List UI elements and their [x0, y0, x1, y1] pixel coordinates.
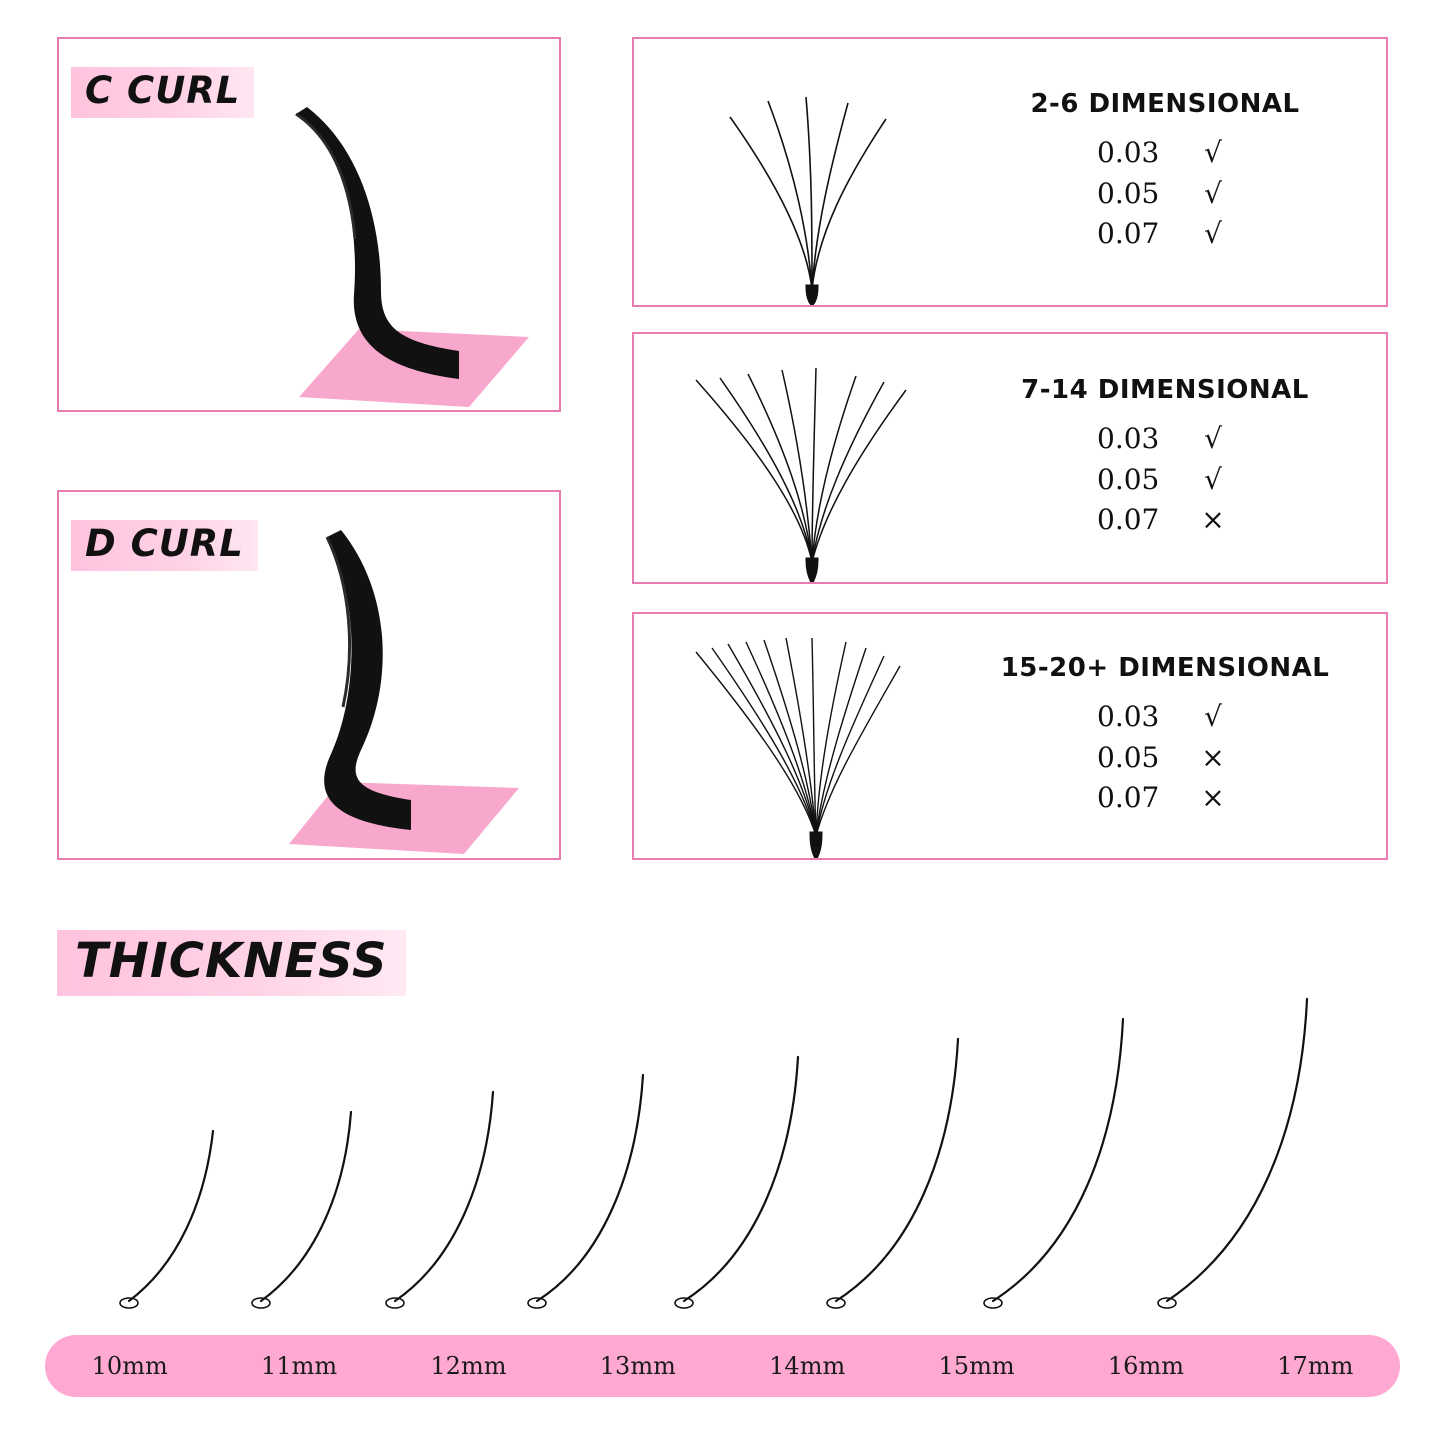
- dimension-row: [1097, 174, 1233, 215]
- lash-length-row: [45, 980, 1405, 1320]
- lash-fan-small-icon: [634, 39, 954, 305]
- dimension-value: 0.05: [1097, 176, 1160, 210]
- size-label-16mm: 16mm: [1107, 1352, 1184, 1380]
- size-label-17mm: 17mm: [1277, 1352, 1354, 1380]
- size-label-12mm: 12mm: [430, 1352, 507, 1380]
- lash-11mm-icon: [215, 1100, 365, 1320]
- dimension-title: 2-6 DIMENSIONAL: [1030, 89, 1300, 120]
- dimension-value: 0.07: [1097, 217, 1160, 251]
- lash-10mm-icon: [85, 1115, 225, 1320]
- size-label-10mm: 10mm: [91, 1352, 168, 1380]
- dimension-mark: √: [1204, 176, 1222, 210]
- dimension-title: 7-14 DIMENSIONAL: [1021, 375, 1309, 406]
- dimension-mark: √: [1204, 422, 1222, 456]
- lash-fan-medium-icon: [634, 334, 954, 582]
- dimension-panel-7-14: [632, 332, 1388, 584]
- d-curl-panel: [57, 490, 561, 860]
- dimension-row: [1097, 133, 1233, 174]
- dimension-value: 0.03: [1097, 136, 1160, 170]
- lash-12mm-icon: [345, 1080, 505, 1320]
- dimension-mark: √: [1204, 700, 1222, 734]
- c-curl-label: C CURL: [71, 67, 254, 118]
- dimension-row: [1097, 738, 1233, 779]
- size-label-11mm: 11mm: [261, 1352, 338, 1380]
- dimension-row: [1097, 500, 1233, 541]
- dimension-mark: √: [1204, 136, 1222, 170]
- dimension-title: 15-20+ DIMENSIONAL: [1000, 653, 1330, 684]
- size-label-14mm: 14mm: [769, 1352, 846, 1380]
- size-label-13mm: 13mm: [599, 1352, 676, 1380]
- dimension-value: 0.07: [1097, 781, 1160, 815]
- dimension-panel-2-6: [632, 37, 1388, 307]
- dimension-value: 0.05: [1097, 462, 1160, 496]
- lash-17mm-icon: [1105, 991, 1320, 1320]
- thickness-label: THICKNESS: [57, 930, 406, 996]
- dimension-value: 0.07: [1097, 503, 1160, 537]
- dimension-panel-15-20: [632, 612, 1388, 860]
- dimension-row: [1097, 214, 1233, 255]
- dimension-row: [1097, 697, 1233, 738]
- dimension-mark: √: [1204, 217, 1222, 251]
- dimension-value: 0.03: [1097, 700, 1160, 734]
- dimension-mark: ×: [1201, 503, 1225, 537]
- d-curl-label: D CURL: [71, 520, 258, 571]
- dimension-row: [1097, 419, 1233, 460]
- dimension-mark: √: [1204, 462, 1222, 496]
- dimension-value: 0.05: [1097, 740, 1160, 774]
- lash-size-bar: [45, 1335, 1400, 1397]
- lash-fan-large-icon: [634, 614, 954, 858]
- dimension-mark: ×: [1201, 740, 1225, 774]
- dimension-mark: ×: [1201, 781, 1225, 815]
- dimension-row: [1097, 460, 1233, 501]
- c-curl-panel: [57, 37, 561, 412]
- size-label-15mm: 15mm: [938, 1352, 1015, 1380]
- dimension-value: 0.03: [1097, 422, 1160, 456]
- dimension-row: [1097, 778, 1233, 819]
